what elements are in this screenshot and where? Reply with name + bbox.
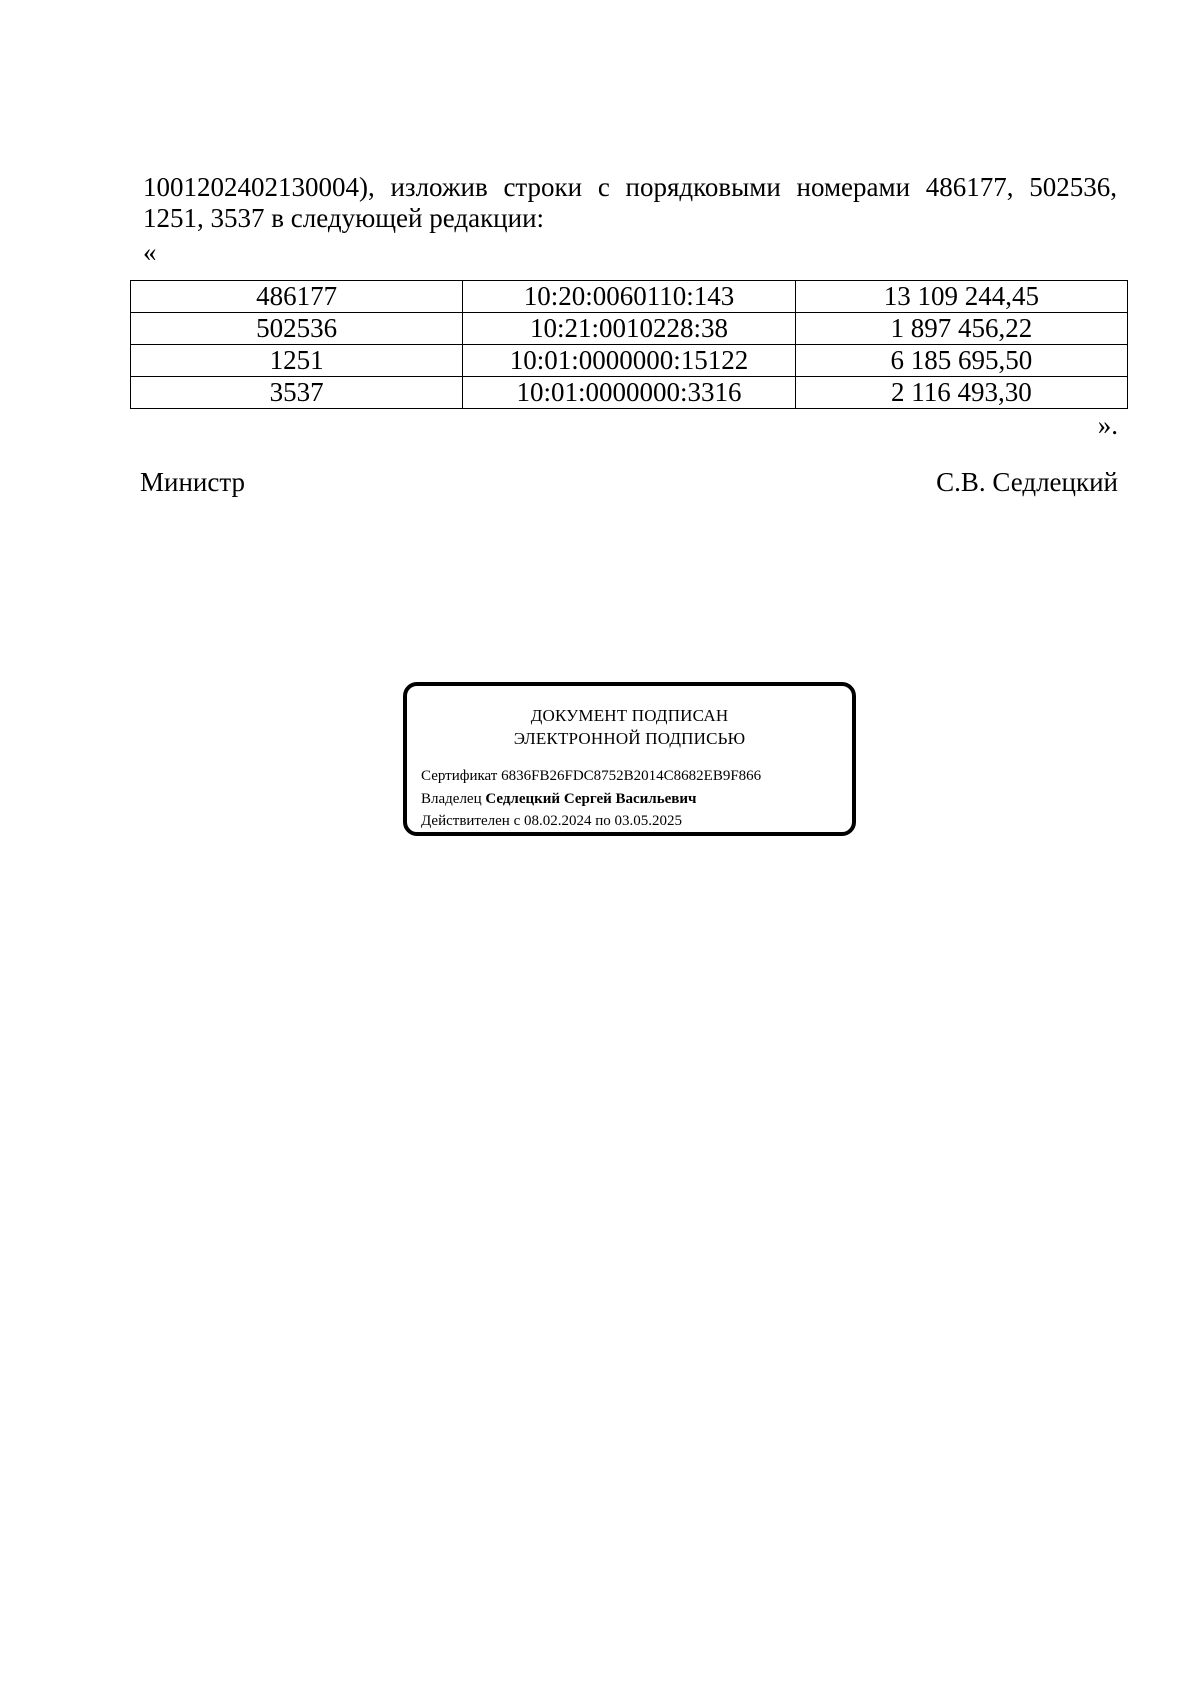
stamp-validity: [421, 811, 682, 831]
table-cell-value: 2 116 493,30: [795, 377, 1127, 409]
signer-name: С.В. Седлецкий: [936, 467, 1118, 497]
opening-quote: «: [143, 237, 157, 267]
stamp-owner: [421, 789, 697, 809]
stamp-owner-value: Седлецкий Сергей Васильевич: [485, 791, 697, 807]
table-cell-value: 1 897 456,22: [795, 313, 1127, 345]
stamp-certificate-label: Сертификат: [421, 768, 498, 784]
table-cell-number: 486177: [131, 281, 463, 313]
table-row: [131, 281, 1128, 313]
electronic-signature-stamp: [403, 682, 856, 836]
table-cell-cadastral: 10:21:0010228:38: [463, 313, 795, 345]
stamp-title-line1: ДОКУМЕНТ ПОДПИСАН: [530, 706, 729, 725]
stamp-valid-label: Действителен: [421, 813, 510, 829]
stamp-valid-to: 03.05.2025: [614, 813, 683, 829]
intro-paragraph: 1001202402130004), изложив строки с порядковыми номерами 486177, 502536, 1251, 3537 в следующей редакции:: [143, 172, 1117, 233]
signer-position: Министр: [140, 467, 245, 497]
table-cell-cadastral: 10:01:0000000:15122: [463, 345, 795, 377]
table-row: [131, 313, 1128, 345]
table-cell-cadastral: 10:20:0060110:143: [463, 281, 795, 313]
closing-quote: ».: [1097, 410, 1118, 440]
table-cell-number: 3537: [131, 377, 463, 409]
stamp-owner-label: Владелец: [421, 791, 482, 807]
data-table: [130, 280, 1128, 409]
table-row: [131, 345, 1128, 377]
stamp-valid-from-label: с: [513, 813, 521, 829]
table-row: [131, 377, 1128, 409]
table-cell-cadastral: 10:01:0000000:3316: [463, 377, 795, 409]
stamp-certificate: [421, 766, 761, 786]
stamp-title-line2: ЭЛЕКТРОННОЙ ПОДПИСЬЮ: [513, 729, 746, 748]
table-cell-number: 1251: [131, 345, 463, 377]
stamp-certificate-value: 6836FB26FDC8752B2014C8682EB9F866: [501, 768, 762, 784]
table-cell-value: 6 185 695,50: [795, 345, 1127, 377]
table-cell-value: 13 109 244,45: [795, 281, 1127, 313]
stamp-valid-from: 08.02.2024: [523, 813, 592, 829]
stamp-valid-to-label: по: [595, 813, 611, 829]
table-cell-number: 502536: [131, 313, 463, 345]
